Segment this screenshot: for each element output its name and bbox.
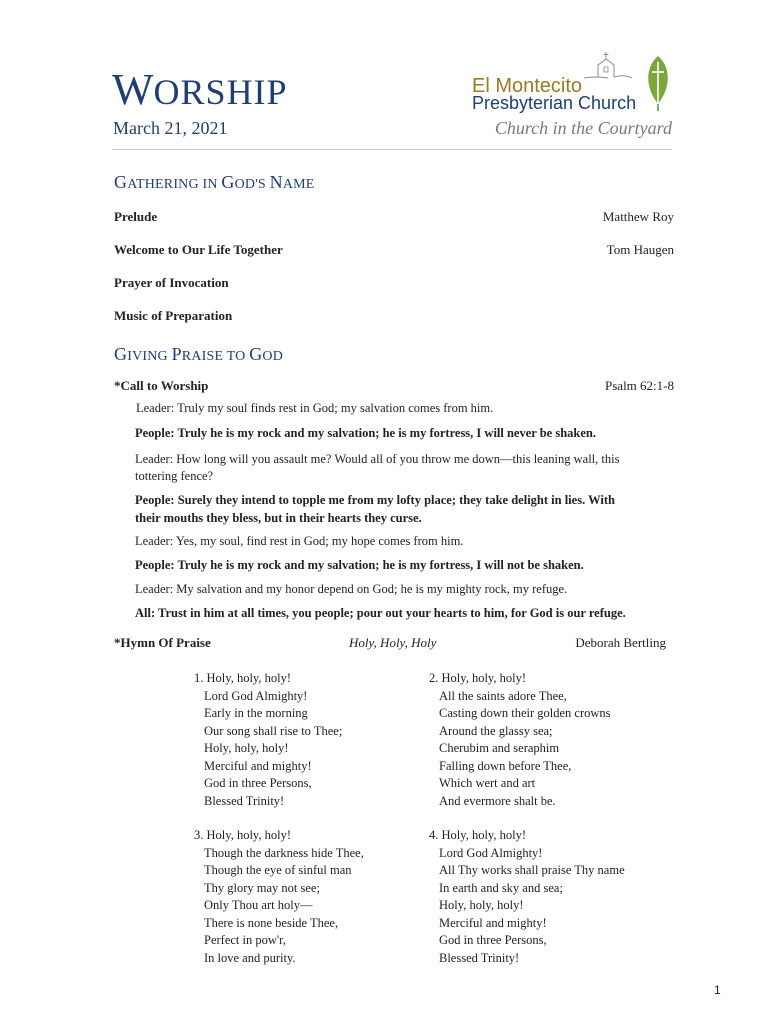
item-leader: Tom Haugen [606,242,674,257]
logo-line-1: El Montecito [472,75,583,97]
title-rest: ORSHIP [153,72,288,112]
hymn-verse-1: 1. Holy, holy, holy! Lord God Almighty! Early in the morning Our song shall rise to Thee; Holy, holy, holy! Merciful and mighty! God in three Persons, Blessed Trinity! [194,671,343,808]
item-label: *Hymn Of Praise [114,635,211,650]
hymn-verse-2: 2. Holy, holy, holy! All the saints adore Thee, Casting down their golden crowns Around the glassy sea; Cherubim and seraphim Falling down before Thee, Which wert and art And evermore shalt be. [429,671,611,808]
chapel-icon [582,52,634,80]
item-label: Prayer of Invocation [114,275,229,290]
section-heading-praise: GIVING PRAISE TO GOD [114,344,284,364]
item-label: Welcome to Our Life Together [114,242,283,257]
header-divider [112,149,672,150]
hymn-verse-4: 4. Holy, holy, holy! Lord God Almighty! All Thy works shall praise Thy name In earth and sky and sea; Holy, holy, holy! Merciful and mighty! God in three Persons, Blessed Trinity! [429,828,625,965]
litany-line: People: Surely they intend to topple me from my lofty place; they take delight in lies. With [135,493,615,507]
item-leader: Matthew Roy [602,209,674,224]
litany-line: tottering fence? [135,469,214,483]
page-number: 1 [714,983,721,997]
hymn-verse-3: 3. Holy, holy, holy! Though the darkness hide Thee, Though the eye of sinful man Thy glory may not see; Only Thou art holy— There is none beside Thee, Perfect in pow'r, In love and purity. [194,828,364,965]
logo-line-2: Presbyterian Church [472,93,637,113]
litany-line: Leader: Yes, my soul, find rest in God; my hope comes from him. [135,534,464,548]
litany-line: their mouths they bless, but in their hearts they curse. [135,511,422,525]
page-title [112,65,288,114]
hymn-title: Holy, Holy, Holy [349,635,437,650]
litany-line: People: Truly he is my rock and my salvation; he is my fortress, I will never be shaken. [135,426,596,440]
item-label: Music of Preparation [114,308,233,323]
leaf-cross-icon [644,54,672,112]
litany-line: People: Truly he is my rock and my salvation; he is my fortress, I will not be shaken. [135,558,584,572]
litany-line: Leader: How long will you assault me? Would all of you throw me down—this leaning wall, this [135,452,620,466]
church-logo [472,52,677,114]
church-tagline: Church in the Courtyard [494,118,672,138]
litany-line: Leader: Truly my soul finds rest in God; my salvation comes from him. [136,401,494,415]
section-heading-gathering: GATHERING IN GOD'S NAME [114,172,315,192]
hymn-leader: Deborah Bertling [575,635,666,650]
item-label: *Call to Worship [114,378,209,393]
litany-line: Leader: My salvation and my honor depend on God; he is my mighty rock, my refuge. [135,582,568,596]
item-label: Prelude [114,209,158,224]
title-initial: W [112,65,154,114]
litany-line: All: Trust in him at all times, you people; pour out your hearts to him, for God is our refuge. [135,606,626,620]
service-date: March 21, 2021 [113,118,228,138]
scripture-reference: Psalm 62:1-8 [605,378,674,393]
